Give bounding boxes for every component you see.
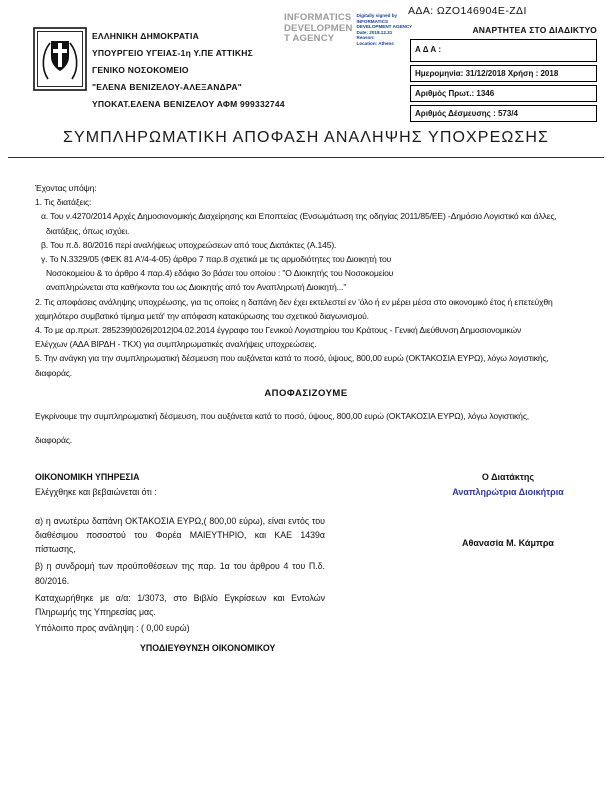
page-title: ΣΥΜΠΛΗΡΩΜΑΤΙΚΗ ΑΠΟΦΑΣΗ ΑΝΑΛΗΨΗΣ ΥΠΟΧΡΕΩΣΗΣ [62, 129, 550, 146]
letterhead [92, 28, 285, 113]
stamp-signature-line: Reason: [356, 35, 375, 41]
letterhead-line: ΥΠΟΚΑΤ.ΕΛΕΝΑ ΒΕΝΙΖΕΛΟΥ ΑΦΜ 999332744 [92, 99, 285, 109]
letterhead-line: ΓΕΝΙΚΟ ΝΟΣΟΚΟΜΕΙΟ [92, 65, 189, 75]
footer-left-column [35, 470, 325, 655]
meta-boxes [410, 39, 597, 125]
stamp-signature-line: Location: Athens [356, 40, 394, 46]
ada-code: ΑΔΑ: ΩΖΟ146904Ε-ΖΔΙ [408, 5, 527, 17]
decision-line: διαφοράς. [35, 435, 73, 445]
body-line: χαμηλότερο συμβατικό τίμημα μετά' την απόφαση κατακύρωσης του σχετικού διαγωνισμού. [35, 310, 369, 321]
letterhead-line: "ΕΛΕΝΑ ΒΕΝΙΖΕΛΟΥ-ΑΛΕΞΑΝΔΡΑ" [92, 82, 242, 92]
ada-box-label: Α Δ Α : [415, 45, 442, 54]
protocol-box: Αριθμός Πρωτ.: 1346 [410, 85, 597, 102]
decision-line: Εγκρίνουμε την συμπληρωματική δέσμευση, που αυξάνεται κατά το ποσό, ύψους, 800,00 ευρώ (ΟΚΤΑΚΟΣΙΑ ΕΥΡΩ), λόγω λογιστικής, [35, 411, 530, 421]
commitment-box: Αριθμός Δέσμευσης : 573/4 [410, 105, 597, 122]
stamp-agency-line: T AGENCY [284, 33, 335, 44]
greek-coat-of-arms-icon [33, 27, 87, 91]
ada-box [410, 39, 597, 62]
ordering-officer-heading: Ο Διατάκτης [481, 472, 535, 482]
date-box: Ημερομηνία: 31/12/2018 Χρήση : 2018 [410, 65, 597, 82]
stamp-agency-line: DEVELOPMEN [284, 22, 353, 34]
letterhead-line: ΥΠΟΥΡΓΕΙΟ ΥΓΕΙΑΣ-1η Υ.ΠΕ ΑΤΤΙΚΗΣ [92, 48, 253, 58]
body-line: 5. Την ανάγκη για την συμπληρωματική δέσμευση που αυξάνεται κατά το ποσό, ύψους, 800,00 ευρώ (ΟΚΤΑΚΟΣΙΑ ΕΥΡΩ), λόγω λογιστικής, [35, 353, 549, 364]
body-line: 4. Το με αρ.πρωτ. 285239|0026|2012|04.02.2014 έγγραφο του Γενικού Λογιστηρίου του Κράτους - Γενική Διεύθυνση Δημοσιονομικών [35, 325, 522, 336]
document-body [35, 181, 587, 380]
signatory-name: Αθανασία Μ. Κάμπρα [462, 538, 554, 548]
digital-signature-stamp [284, 13, 429, 47]
stamp-agency-name [284, 13, 353, 47]
body-line: αναπληρώνεται στα καθήκοντα του ως Διοικητής από τον Αναπληρωτή Διοικητή..." [46, 282, 347, 293]
body-line: α. Του ν.4270/2014 Αρχές Δημοσιονομικής Διαχείρησης και Εποπτείας (Ενσωμάτωση της οδηγίας 2011/85/ΕΕ) -Δημόσιο Λογιστικό και άλλες, [41, 211, 557, 222]
remaining-balance: Υπόλοιπο προς ανάληψη : ( 0,00 ευρώ) [35, 622, 190, 633]
deputy-governor-role: Αναπληρώτρια Διοικήτρια [452, 486, 564, 497]
finance-subdirectorate-label: ΥΠΟΔΙΕΥΘΥΝΣΗ ΟΙΚΟΝΟΜΙΚΟΥ [140, 642, 276, 653]
decision-heading: ΑΠΟΦΑΣΙΖΟΥΜΕ [264, 388, 348, 399]
divider [8, 157, 604, 158]
stamp-signature-line: Date: 2018.12.31 [356, 29, 393, 35]
body-line: διαφοράς. [35, 367, 73, 378]
registration-note: Καταχωρήθηκε με α/α: 1/3073, στο Βιβλίο Εγκρίσεων και Εντολών Πληρωμής της Υπηρεσίας μας. [35, 593, 325, 618]
body-line: διατάξεις, όπως ισχύει. [46, 225, 130, 236]
stamp-signature-line: INFORMATICS [356, 18, 389, 24]
footer-item-a: α) η ανωτέρω δαπάνη ΟΚΤΑΚΟΣΙΑ ΕΥΡΩ,( 800,00 εύρω), είναι εντός του διαθέσιμου ποσοστού του Φορέα ΜΑΙΕΥΤΗΡΙΟ, και ΚΑΕ 1439α πίστωσης, [35, 515, 325, 555]
body-line: Νοσοκομείου & το άρθρο 4 παρ.4) εδάφιο 3ο βάσει του οποίου : "Ο Διοικητής του Νοσοκομείου [46, 268, 394, 279]
footer-item-b: β) η συνδρομή των προϋποθέσεων της παρ. 1α του άρθρου 4 του Π.δ. 80/2016. [35, 561, 325, 586]
verified-label: Ελέγχθηκε και βεβαιώνεται ότι : [35, 487, 157, 498]
financial-service-heading: ΟΙΚΟΝΟΜΙΚΗ ΥΠΗΡΕΣΙΑ [35, 472, 140, 482]
body-line: Έχοντας υπόψη: [35, 183, 97, 193]
stamp-agency-line: INFORMATICS [284, 12, 352, 23]
stamp-signature-line: DEVELOPMENT AGENCY [356, 24, 413, 30]
stamp-signature-line: Digitally signed by [356, 13, 398, 18]
body-line: 2. Τις αποφάσεις ανάληψης υποχρέωσης, για τις οποίες η δαπάνη δεν έχει εκτελεστεί εν 'όλο ή εν μέρει μέσα στο οικονομικό έτος ή επετεύχθη [35, 296, 553, 307]
letterhead-line: ΕΛΛΗΝΙΚΗ ΔΗΜΟΚΡΑΤΙΑ [92, 31, 199, 41]
footer-right-column [418, 470, 598, 551]
body-line: Ελέγχων (ΑΔΑ ΒΙΡΔΗ - ΤΚΧ) για συμπληρωματικές αναλήψεις υποχρεώσεις. [35, 339, 317, 350]
body-line: 1. Τις διατάξεις: [35, 197, 92, 208]
body-line: γ. Το Ν.3329/05 (ΦΕΚ 81 Α'/4-4-05) άρθρο 7 παρ.8 σχετικά με τις αρμοδιότητες του Διοικητή του [41, 254, 392, 265]
body-line: β. Του π.δ. 80/2016 περί αναλήψεως υποχρεώσεων από τους Διατάκτες (Α.145). [41, 239, 337, 250]
anartitea-label: ΑΝΑΡΤΗΤΕΑ ΣΤΟ ΔΙΑΔΙΚΤΥΟ [472, 25, 597, 35]
